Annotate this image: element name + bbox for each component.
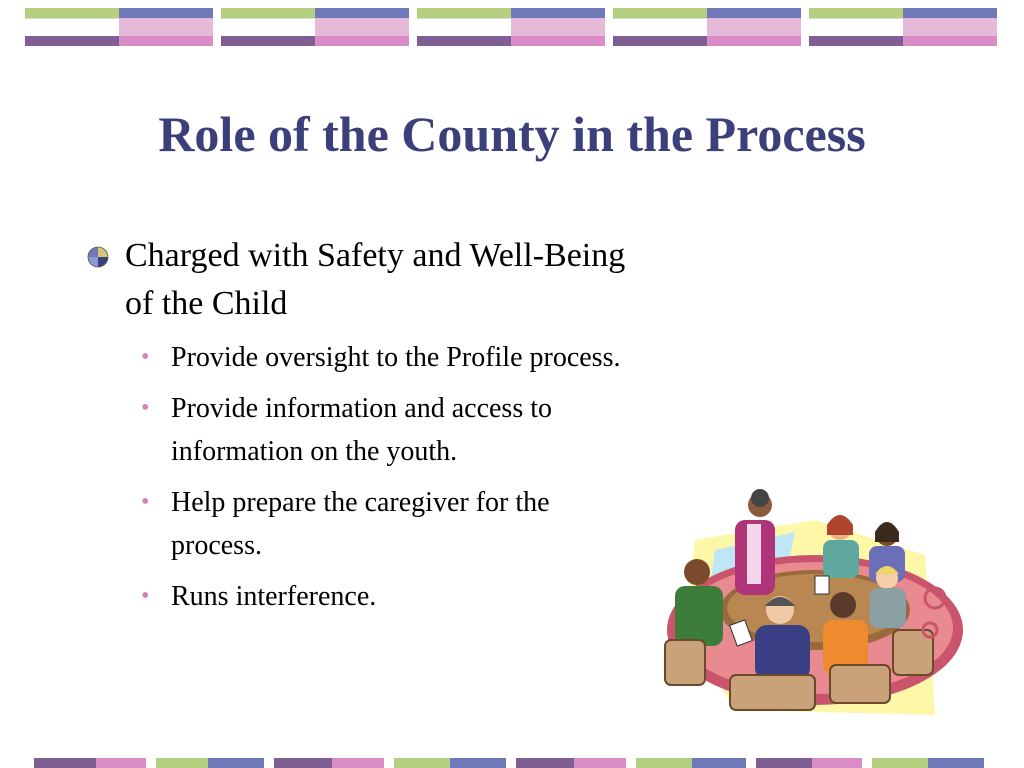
sub-bullet-line: process.	[171, 530, 262, 561]
sub-bullet-line: Provide information and access to	[171, 393, 553, 424]
quartered-sphere-icon	[87, 246, 109, 268]
sub-bullet-item	[171, 387, 791, 473]
main-bullet-line: of the Child	[125, 285, 288, 322]
sub-bullet-marker: •	[141, 344, 150, 370]
sub-bullet-line: Provide oversight to the Profile process.	[171, 342, 621, 373]
top-band-block	[25, 8, 213, 46]
top-band-block	[613, 8, 801, 46]
top-band-block	[221, 8, 409, 46]
sub-bullet-marker: •	[141, 489, 150, 515]
slide-title: Role of the County in the Process	[158, 106, 866, 162]
sub-bullet-marker: •	[141, 583, 150, 609]
main-bullet-line: Charged with Safety and Well-Being	[125, 237, 626, 274]
main-bullet-text	[125, 232, 765, 328]
sub-bullet-item	[171, 336, 791, 379]
sub-bullet-line: Help prepare the caregiver for the	[171, 487, 550, 518]
top-decorative-band	[0, 0, 1024, 60]
meeting-table-clipart	[655, 480, 965, 720]
sub-bullet-marker: •	[141, 395, 150, 421]
top-band-block	[417, 8, 605, 46]
sub-bullet-line: Runs interference.	[171, 581, 377, 612]
sub-bullet-line: information on the youth.	[171, 436, 458, 467]
bottom-decorative-band	[0, 758, 1024, 768]
top-band-block	[809, 8, 997, 46]
